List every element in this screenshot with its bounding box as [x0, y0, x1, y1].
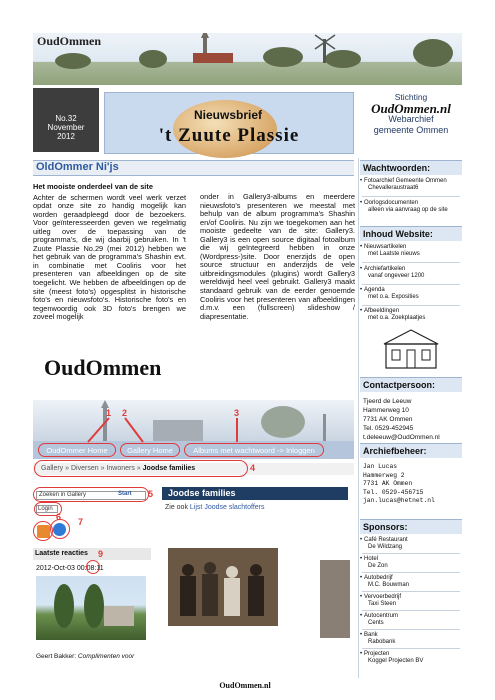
annotation-number: 6: [56, 512, 62, 522]
recent-comments-heading: Laatste reacties: [33, 548, 151, 560]
tab-oudommer-home[interactable]: OudOmmer Home: [38, 443, 116, 457]
annotation-ring: [86, 560, 100, 574]
breadcrumb-diversen[interactable]: Diversen: [71, 465, 99, 472]
sponsor-item[interactable]: • Vervoerbedrijf Taxi Steen: [364, 594, 460, 608]
issue-year: 2012: [57, 132, 75, 141]
stichting-line: Stichting: [394, 92, 428, 102]
contact-email[interactable]: t.deleeuw@OudOmmen.nl: [363, 434, 440, 441]
list-item: • Agenda met o.a. Exposities: [364, 287, 460, 301]
annotation-number: 1: [106, 408, 112, 418]
sponsor-item[interactable]: • Autocentrum Cents: [364, 613, 460, 627]
footer-logo: OudOmmen.nl: [219, 681, 271, 690]
newsletter-label: Nieuwsbrief: [193, 108, 262, 122]
issue-box: [33, 88, 99, 152]
sponsor-item[interactable]: • Bank Rabobank: [364, 632, 460, 646]
sponsor-item[interactable]: • Hotel De Zon: [364, 556, 460, 570]
annotation-ring: [33, 487, 149, 502]
annotation-number: 4: [250, 463, 256, 473]
tab-albums-login[interactable]: Albums met wachtwoord -> Inloggen: [184, 443, 324, 457]
annotation-number: 7: [78, 517, 84, 527]
divider: [362, 196, 460, 197]
webarchief-line: Webarchief: [388, 114, 434, 124]
contact-heading: Contactpersoon:: [360, 377, 462, 392]
comment-text: Complimenten voor: [77, 653, 135, 660]
list-item: • Fotoarchief Gemeente Ommen Chevalleraustraat6: [364, 178, 460, 192]
annotation-ring: [50, 519, 70, 539]
article-column-2: onder in Gallery3-albums en meerdere nieuwsfoto's presenteren we meestal met behulp van de album programma's Shashin en/of Cooliris. Nu zijn we toegekomen aan het mooiste gedeelte van de site: Gallery3. Gallery3 is een open source digitaal fotoalbum die wij geïntegreerd hebben in onze (Wordpress-)site. Door enerzijds de open source structuur en anderzijds de vele uitbreidingsmodules (plugins) wordt Gallery3 wereldwijd heel veel gebruikt. Gallery3 maakt standaard gebruik van de eerder genoemde Cooliris voor het presenteren van afbeeldingen d.m.v. een (fullscreen) slideshow / diapresentatie.: [200, 192, 355, 321]
divider: [362, 284, 460, 285]
sponsor-item[interactable]: • Autobedrijf M.C. Bouwman: [364, 575, 460, 589]
stichting-block: [360, 92, 462, 136]
newsletter-title: 't Zuute Plassie: [158, 125, 300, 146]
gallery-logo: OudOmmen: [44, 355, 162, 380]
sponsor-item[interactable]: • Café Restaurant De Wildzang: [364, 537, 460, 551]
divider: [362, 572, 460, 573]
see-also-line: [165, 504, 265, 511]
sponsor-item[interactable]: • Projecten Koggel Projecten BV: [364, 651, 460, 665]
divider: [362, 610, 460, 611]
gemeente-line: gemeente Ommen: [373, 125, 449, 135]
contact-address: Tjeerd de Leeuw Hammerweg 10 7731 AK Ommen Tel. 0529-452945 t.deleeuw@OudOmmen.nl: [363, 397, 461, 442]
list-item: • Afbeeldingen met o.a. Zoekplaatjes: [364, 308, 460, 322]
inhoud-heading: Inhoud Website:: [360, 226, 462, 241]
building-drawing: [380, 328, 442, 370]
annotation-ring: [34, 460, 248, 477]
archief-heading: Archiefbeheer:: [360, 443, 462, 458]
list-item: • Oorlogsdocumenten alleen via aanvraag op de site: [364, 200, 460, 214]
breadcrumb-separator: »: [100, 465, 105, 472]
site-logo[interactable]: OudOmmen: [37, 34, 102, 48]
divider: [362, 629, 460, 630]
annotation-number: 2: [122, 408, 128, 418]
comment-author: Geert Bakker:: [36, 653, 77, 660]
issue-month: November: [47, 123, 85, 132]
breadcrumb-current: Joodse families: [142, 465, 196, 472]
comment-caption: [36, 653, 134, 660]
family-photo-partial[interactable]: [320, 560, 350, 638]
album-title-bar: Joodse families: [162, 487, 348, 500]
breadcrumb-separator: »: [65, 465, 70, 472]
breadcrumb-inwoners[interactable]: Inwoners: [106, 465, 135, 472]
divider: [362, 591, 460, 592]
annotation-number: 9: [98, 549, 104, 559]
divider: [362, 553, 460, 554]
gallery-search-input[interactable]: Zoeken in Gallery: [36, 491, 146, 500]
comment-thumbnail[interactable]: [36, 576, 146, 640]
divider: [362, 648, 460, 649]
article-subhead: Het mooiste onderdeel van de site: [33, 182, 153, 191]
breadcrumb-separator: »: [136, 465, 141, 472]
see-also-prefix: Zie ook: [165, 504, 188, 511]
annotation-number: 3: [234, 408, 240, 418]
sidebar-divider: [358, 158, 359, 678]
wachtwoorden-heading: Wachtwoorden:: [360, 160, 462, 175]
article-text-1: Achter de schermen wordt veel werk verzet opdat onze site zo handig mogelijk kan worden geraadpleegd door de bezoekers. Voor geïnteresseerden geven we regelmatig uitleg over de toepassing van de programma's, die wij daarbij gebruiken. In 't Zuute Plassie No.29 (mei 2012) hebben we het gebruik van de programma's Shashin evt. in combinatie met Cooliris voor het presenteren van afbeeldingen op de site toegelicht. We hebben de afbeeldingen op de site (meest foto's) opgesplitst in historische foto's en nieuwsfoto's. Historische foto's en tegenwoordig ook 3D foto's brengen we zoveel mogelijk: [33, 192, 186, 322]
gallery-login-link[interactable]: Login: [36, 505, 58, 513]
see-also-link[interactable]: Lijst Joodse slachtoffers: [189, 504, 265, 511]
article-column-1: [33, 183, 186, 322]
comment-date: 2012-Oct-03 00:08:11: [36, 565, 104, 572]
divider: [362, 305, 460, 306]
annotation-number: 5: [148, 489, 154, 499]
issue-number: No.32: [55, 114, 77, 123]
archief-email[interactable]: jan.lucas@hetnet.nl: [363, 497, 435, 504]
stichting-brand: OudOmmen.nl: [371, 101, 451, 116]
list-item: • Archiefartikelen vanaf ongeveer 1200: [364, 266, 460, 280]
archief-address: Jan Lucas Hammerweg 2 7731 AK Ommen Tel. 0529-456715 jan.lucas@hetnet.nl: [363, 463, 461, 506]
family-photo[interactable]: [168, 548, 278, 626]
article-headline: OldOmmer Ni'js: [36, 161, 119, 173]
list-item: • Nieuwsartikelen met Laatste nieuws: [364, 244, 460, 258]
gallery-search-button[interactable]: Start: [118, 491, 132, 497]
annotation-arrows: [33, 400, 354, 445]
breadcrumb-gallery[interactable]: Gallery: [41, 465, 64, 472]
tab-gallery-home[interactable]: Gallery Home: [120, 443, 180, 457]
divider: [362, 262, 460, 263]
sponsors-heading: Sponsors:: [360, 519, 462, 534]
